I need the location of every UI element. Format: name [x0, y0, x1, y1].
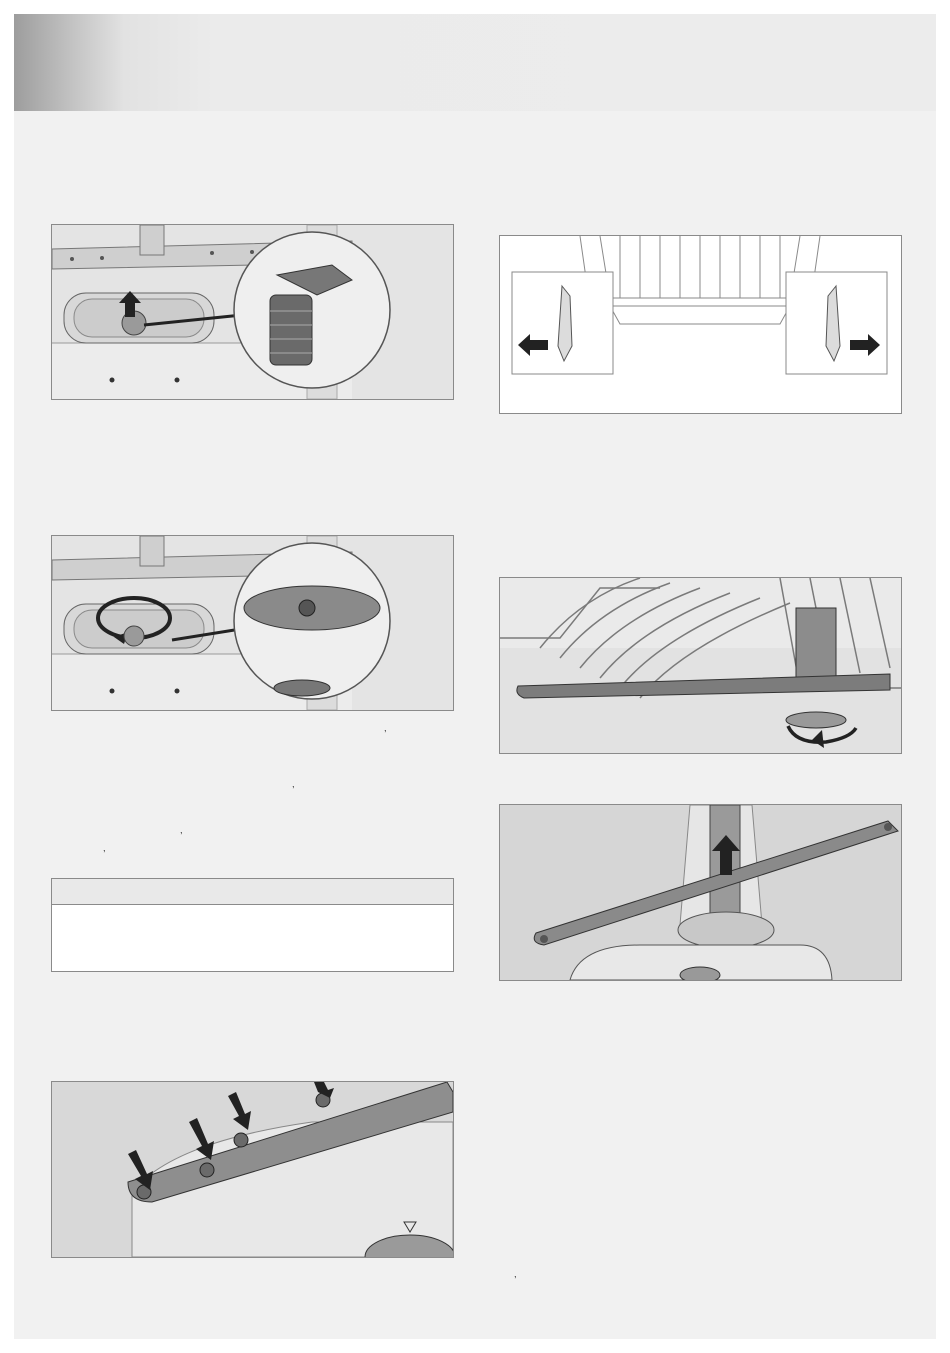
note-box: [51, 878, 454, 972]
note-heading: [52, 879, 453, 905]
basket-rails-figure: [499, 235, 902, 414]
stray-mark: ,: [180, 825, 183, 835]
spray-arm-lift-figure: [499, 804, 902, 981]
stray-mark: ,: [514, 1269, 517, 1279]
page-header-band: [14, 14, 936, 111]
stray-mark: ,: [384, 723, 387, 733]
stray-mark: ,: [103, 843, 106, 853]
filter-rotate-figure: [51, 535, 454, 711]
stray-mark: ,: [292, 779, 295, 789]
filter-lift-figure: [51, 224, 454, 400]
spray-arm-press-figure: [51, 1081, 454, 1258]
spray-arm-rotate-figure: [499, 577, 902, 754]
